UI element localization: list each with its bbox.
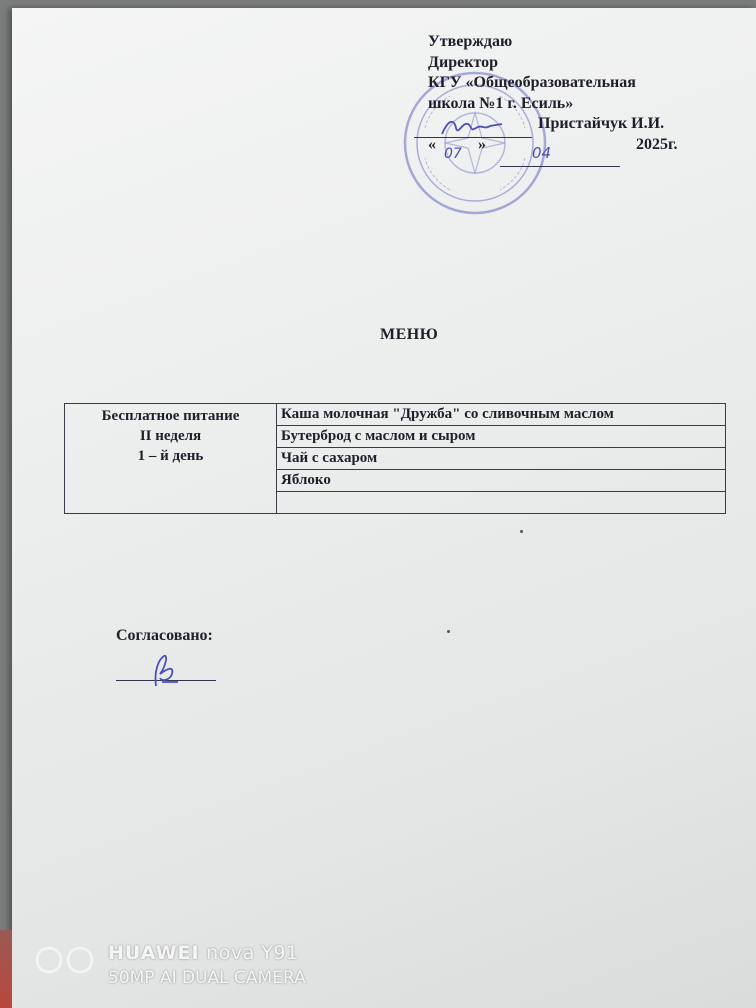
menu-label-line: Бесплатное питание: [101, 408, 240, 424]
date-year: 2025г.: [636, 135, 678, 153]
watermark-model-name: nova Y91: [206, 942, 299, 964]
date-day: 07: [444, 146, 462, 162]
page-title: МЕНЮ: [380, 326, 439, 343]
director-signature-icon: [438, 114, 508, 140]
watermark-camera: 50MP AI DUAL CAMERA: [108, 968, 306, 988]
menu-label-line: 1 – й день: [137, 448, 204, 464]
date-line: [500, 166, 620, 167]
watermark-model: [108, 942, 299, 964]
date-month: 04: [532, 144, 552, 162]
approval-name: Пристайчук И.И.: [538, 115, 665, 132]
camera-lens-logo-icon: [34, 946, 96, 974]
date-close-quote: »: [478, 135, 486, 153]
paper-speck: [447, 630, 450, 633]
menu-item: Чай с сахаром: [277, 448, 726, 470]
approval-organization-line2: школа №1 г. Есиль»: [428, 94, 574, 112]
paper-speck: [520, 530, 523, 533]
table-row: [65, 404, 726, 426]
background-object: [0, 930, 12, 1008]
menu-label-line: II неделя: [139, 428, 202, 444]
date-open-quote: «: [428, 135, 436, 153]
agreed-signature-icon: [148, 652, 188, 688]
watermark-brand: HUAWEI: [108, 942, 200, 964]
approval-position: Директор: [428, 53, 498, 71]
menu-item: Каша молочная "Дружба" со сливочным маслом: [277, 404, 726, 426]
menu-item: Бутерброд с маслом и сыром: [277, 426, 726, 448]
agreed-label: Согласовано:: [116, 627, 213, 644]
approval-heading: Утверждаю: [428, 33, 513, 50]
menu-item-empty: [277, 492, 726, 514]
menu-table: [64, 403, 726, 514]
menu-item: Яблоко: [277, 470, 726, 492]
approval-organization: КГУ «Общеобразовательная: [428, 74, 636, 91]
menu-label-cell: [65, 404, 277, 514]
